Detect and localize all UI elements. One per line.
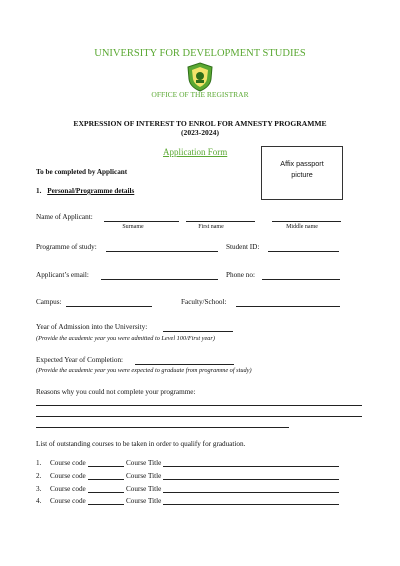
university-crest-logo: [186, 62, 214, 92]
surname-caption: Surname: [122, 224, 144, 230]
course-code-label: Course code: [50, 497, 86, 505]
faculty-field[interactable]: [236, 306, 340, 307]
photo-box-line2: picture: [291, 170, 313, 179]
academic-year: (2023-2024): [181, 128, 219, 137]
passport-photo-box[interactable]: [261, 146, 343, 200]
course-code-label: Course code: [50, 472, 86, 480]
course-code-label: Course code: [50, 459, 86, 467]
first-name-field[interactable]: [186, 221, 255, 222]
middle-name-caption: Middle name: [286, 224, 318, 230]
course-number: 4.: [36, 497, 42, 505]
admission-year-label: Year of Admission into the University:: [36, 323, 148, 331]
course-title-field[interactable]: [163, 504, 339, 505]
student-id-label: Student ID:: [226, 243, 260, 251]
course-code-field[interactable]: [88, 492, 124, 493]
course-number: 1.: [36, 459, 42, 467]
course-title-label: Course Title: [126, 472, 162, 480]
programme-field[interactable]: [106, 251, 218, 252]
course-title-field[interactable]: [163, 492, 339, 493]
reasons-line-1[interactable]: [36, 405, 362, 406]
reasons-line-3[interactable]: [36, 427, 289, 428]
course-title-label: Course Title: [126, 459, 162, 467]
student-id-field[interactable]: [268, 251, 339, 252]
document-title: EXPRESSION OF INTEREST TO ENROL FOR AMNESTY PROGRAMME: [73, 119, 327, 128]
office-title: OFFICE OF THE REGISTRAR: [151, 90, 249, 99]
section-number: 1.: [36, 187, 42, 195]
campus-label: Campus:: [36, 298, 62, 306]
university-name: UNIVERSITY FOR DEVELOPMENT STUDIES: [94, 48, 306, 59]
intro-text: To be completed by Applicant: [36, 168, 128, 176]
course-code-field[interactable]: [88, 504, 124, 505]
admission-year-hint: (Provide the academic year you were admitted to Level 100/First year): [36, 335, 215, 342]
completion-year-field[interactable]: [135, 364, 234, 365]
surname-field[interactable]: [104, 221, 179, 222]
course-number: 3.: [36, 485, 42, 493]
course-code-label: Course code: [50, 485, 86, 493]
course-title-field[interactable]: [163, 479, 339, 480]
name-label: Name of Applicant:: [36, 213, 93, 221]
courses-intro: List of outstanding courses to be taken in order to qualify for graduation.: [36, 440, 246, 448]
course-title-field[interactable]: [163, 466, 339, 467]
middle-name-field[interactable]: [272, 221, 341, 222]
faculty-label: Faculty/School:: [181, 298, 227, 306]
reasons-label: Reasons why you could not complete your programme:: [36, 388, 196, 396]
course-number: 2.: [36, 472, 42, 480]
course-code-field[interactable]: [88, 479, 124, 480]
phone-field[interactable]: [262, 279, 340, 280]
section-heading: [36, 187, 134, 195]
campus-field[interactable]: [66, 306, 152, 307]
first-name-caption: First name: [198, 224, 224, 230]
course-code-field[interactable]: [88, 466, 124, 467]
photo-box-line1: Affix passport: [280, 159, 324, 168]
form-name: Application Form: [163, 147, 228, 157]
completion-year-label: Expected Year of Completion:: [36, 356, 124, 364]
programme-label: Programme of study:: [36, 243, 97, 251]
reasons-line-2[interactable]: [36, 416, 362, 417]
email-label: Applicant’s email:: [36, 271, 89, 279]
email-field[interactable]: [101, 279, 218, 280]
course-title-label: Course Title: [126, 497, 162, 505]
completion-year-hint: (Provide the academic year you were expected to graduate from programme of study): [36, 367, 252, 374]
phone-label: Phone no:: [226, 271, 255, 279]
section-title: Personal/Programme details: [47, 187, 135, 195]
admission-year-field[interactable]: [163, 331, 233, 332]
course-title-label: Course Title: [126, 485, 162, 493]
